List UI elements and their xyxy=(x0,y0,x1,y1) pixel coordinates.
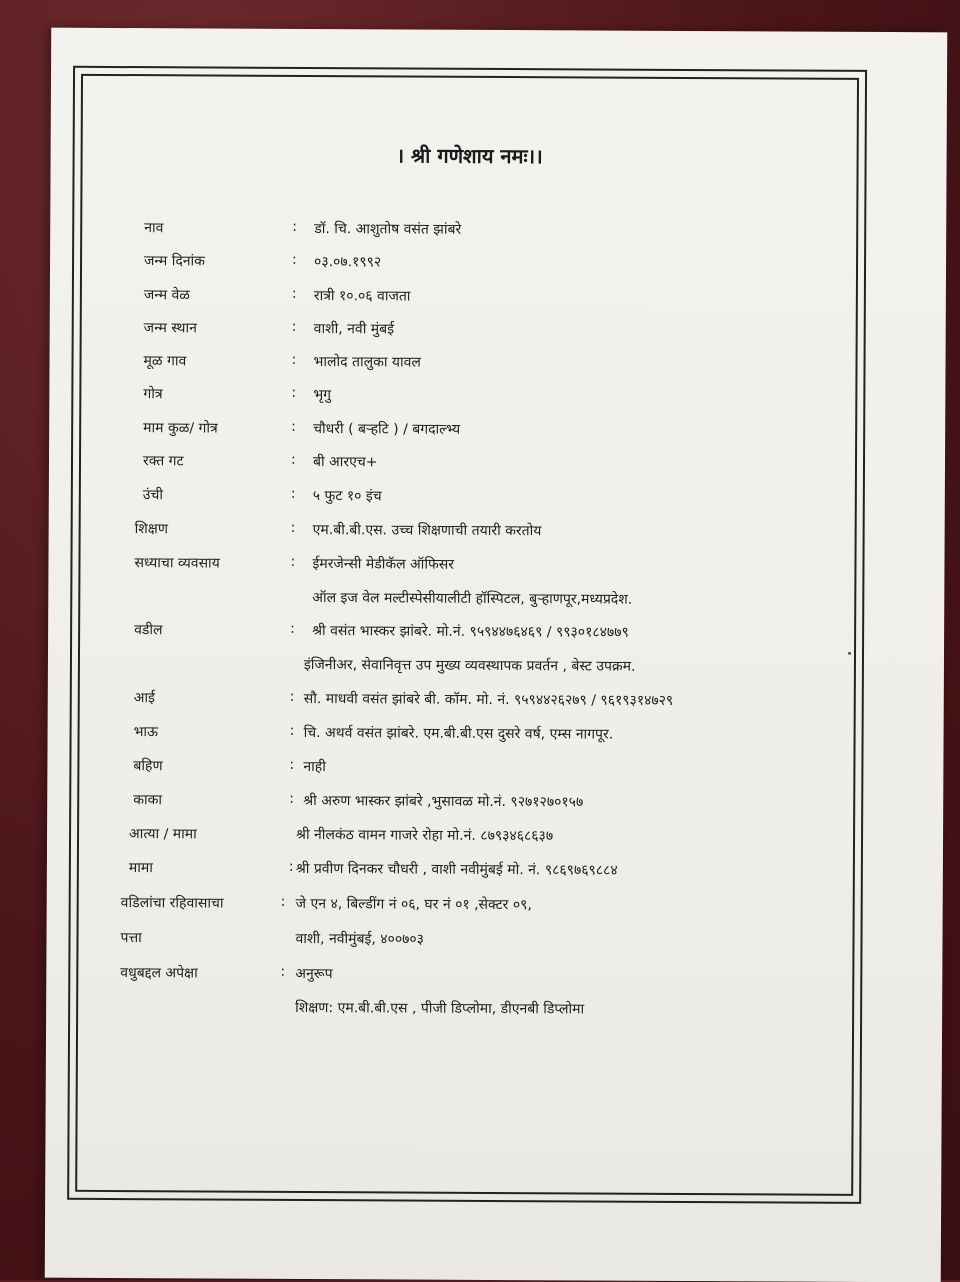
biodata-row xyxy=(72,654,832,678)
biodata-row xyxy=(74,285,834,309)
biodata-row xyxy=(72,722,832,746)
field-value: चौधरी ( बऱ्हटि ) / बगदाल्भ्य xyxy=(313,421,461,438)
field-value: ईमरजेन्सी मेडीकॅल ऑफिसर xyxy=(312,556,455,573)
biodata-row xyxy=(73,451,833,475)
field-label: आई xyxy=(133,690,155,707)
field-separator: : xyxy=(292,218,297,235)
biodata-row xyxy=(72,587,832,611)
field-label: बहिण xyxy=(133,758,163,775)
field-separator: : xyxy=(291,351,297,368)
document-heading: । श्री गणेशाय नमः।। xyxy=(396,143,543,169)
biodata-row xyxy=(70,997,830,1021)
biodata-row xyxy=(73,351,833,375)
biodata-row xyxy=(70,963,830,987)
field-separator: : xyxy=(289,688,295,705)
biodata-row xyxy=(72,553,832,577)
biodata-row xyxy=(71,824,831,848)
paper-sheet xyxy=(45,28,948,1282)
field-value: श्री वसंत भास्कर झांबरे. मो.नं. ९५९४४७६४६९ / ९९३०१८४७७९ xyxy=(312,623,629,641)
field-label: भाऊ xyxy=(133,724,159,741)
biodata-row xyxy=(72,620,832,644)
field-separator: : xyxy=(291,418,296,435)
field-label: वडिलांचा रहिवासाचा xyxy=(120,895,224,912)
field-label: पत्ता xyxy=(120,930,142,947)
field-value: अनुरूप xyxy=(295,965,333,983)
field-value: ऑल इज वेल मल्टीस्पेसीयालीटी हॉस्पिटल, बुऱ्हाणपूर,मध्यप्रदेश. xyxy=(312,590,633,608)
biodata-row xyxy=(71,893,831,917)
field-value: श्री नीलकंठ वामन गाजरे रोहा मो.नं. ८७९३४६८६३७ xyxy=(296,826,554,845)
biodata-row xyxy=(71,790,831,814)
field-value: श्री अरुण भास्कर झांबरे ,भुसावळ मो.नं. ९२७१२७०१५७ xyxy=(303,792,584,811)
biodata-row xyxy=(73,485,833,509)
biodata-row xyxy=(73,418,833,442)
field-value: रात्री १०.०६ वाजता xyxy=(313,288,411,305)
field-label: मामा xyxy=(128,860,153,877)
biodata-row xyxy=(73,519,833,543)
field-label: शिक्षण xyxy=(134,521,169,538)
field-value: भृगु xyxy=(313,387,332,404)
field-separator: : xyxy=(289,756,295,773)
field-separator: : xyxy=(291,384,297,401)
field-separator: : xyxy=(291,285,297,302)
field-value: शिक्षण: एम.बी.बी.एस , पीजी डिप्लोमा, डीएनबी डिप्लोमा xyxy=(295,999,585,1018)
field-value: वाशी, नवी मुंबई xyxy=(313,321,395,338)
biodata-row xyxy=(71,858,831,882)
field-label: सध्याचा व्यवसाय xyxy=(134,555,220,572)
paper-speck xyxy=(848,652,851,655)
field-value: चि. अथर्व वसंत झांबरे. एम.बी.बी.एस दुसरे वर्ष, एम्स नागपूर. xyxy=(303,724,614,743)
field-separator: : xyxy=(290,485,296,502)
field-value: ५ फुट १० इंच xyxy=(312,488,382,505)
field-label: मूळ गाव xyxy=(143,353,187,370)
field-label: गोत्र xyxy=(143,386,163,403)
biodata-row xyxy=(74,318,834,342)
biodata-row xyxy=(72,688,832,712)
field-value: भालोद तालुका यावल xyxy=(313,354,421,371)
field-value: श्री प्रवीण दिनकर चौधरी , वाशी नवीमुंबई मो. नं. ९८६९७६९८८४ xyxy=(295,860,618,879)
field-value: वाशी, नवीमुंबई, ४००७०३ xyxy=(295,930,425,948)
field-label: उंची xyxy=(142,487,164,504)
field-label: वधुबद्दल अपेक्षा xyxy=(120,965,198,982)
biodata-row xyxy=(71,756,831,780)
field-separator: : xyxy=(289,722,295,739)
field-separator: : xyxy=(290,620,295,637)
field-separator: : xyxy=(290,553,296,570)
field-label: आत्या / मामा xyxy=(129,826,197,843)
field-separator: : xyxy=(290,519,296,536)
field-label: काका xyxy=(133,792,163,809)
field-label: जन्म वेळ xyxy=(143,287,191,304)
biodata-row xyxy=(74,218,834,242)
field-separator: : xyxy=(280,893,286,910)
biodata-row xyxy=(74,251,834,275)
biodata-row xyxy=(70,928,830,952)
field-label: नाव xyxy=(144,220,164,237)
field-value: ०३.०७.१९९२ xyxy=(314,254,382,271)
field-separator: : xyxy=(280,963,286,980)
field-label: वडील xyxy=(134,622,163,639)
field-label: रक्त गट xyxy=(142,453,184,470)
document-border xyxy=(67,66,867,1204)
field-value: सौ. माधवी वसंत झांबरे बी. कॉम. मो. नं. ९५९४४२६२७९ / ९६१९३१४७२९ xyxy=(303,690,674,709)
field-separator: : xyxy=(291,318,297,335)
field-value: नाही xyxy=(303,758,326,776)
field-value: जे एन ४, बिल्डींग नं ०६, घर नं ०१ ,सेक्टर ०९, xyxy=(295,895,532,914)
field-separator: : xyxy=(289,790,295,807)
field-separator: : xyxy=(292,251,297,268)
field-value: डॉ. चि. आशुतोष वसंत झांबरे xyxy=(314,221,462,238)
field-separator: : xyxy=(290,451,296,468)
field-separator: : xyxy=(288,858,294,875)
field-label: जन्म दिनांक xyxy=(144,253,205,270)
field-value: इंजिनीअर, सेवानिवृत्त उप मुख्य व्यवस्थापक प्रवर्तन , बेस्ट उपक्रम. xyxy=(303,656,636,675)
field-value: बी आरएच+ xyxy=(312,454,378,471)
biodata-row xyxy=(73,384,833,408)
field-value: एम.बी.बी.एस. उच्च शिक्षणाची तयारी करतोय xyxy=(312,522,542,540)
field-label: माम कुळ/ गोत्र xyxy=(143,420,218,437)
field-label: जन्म स्थान xyxy=(143,320,197,337)
